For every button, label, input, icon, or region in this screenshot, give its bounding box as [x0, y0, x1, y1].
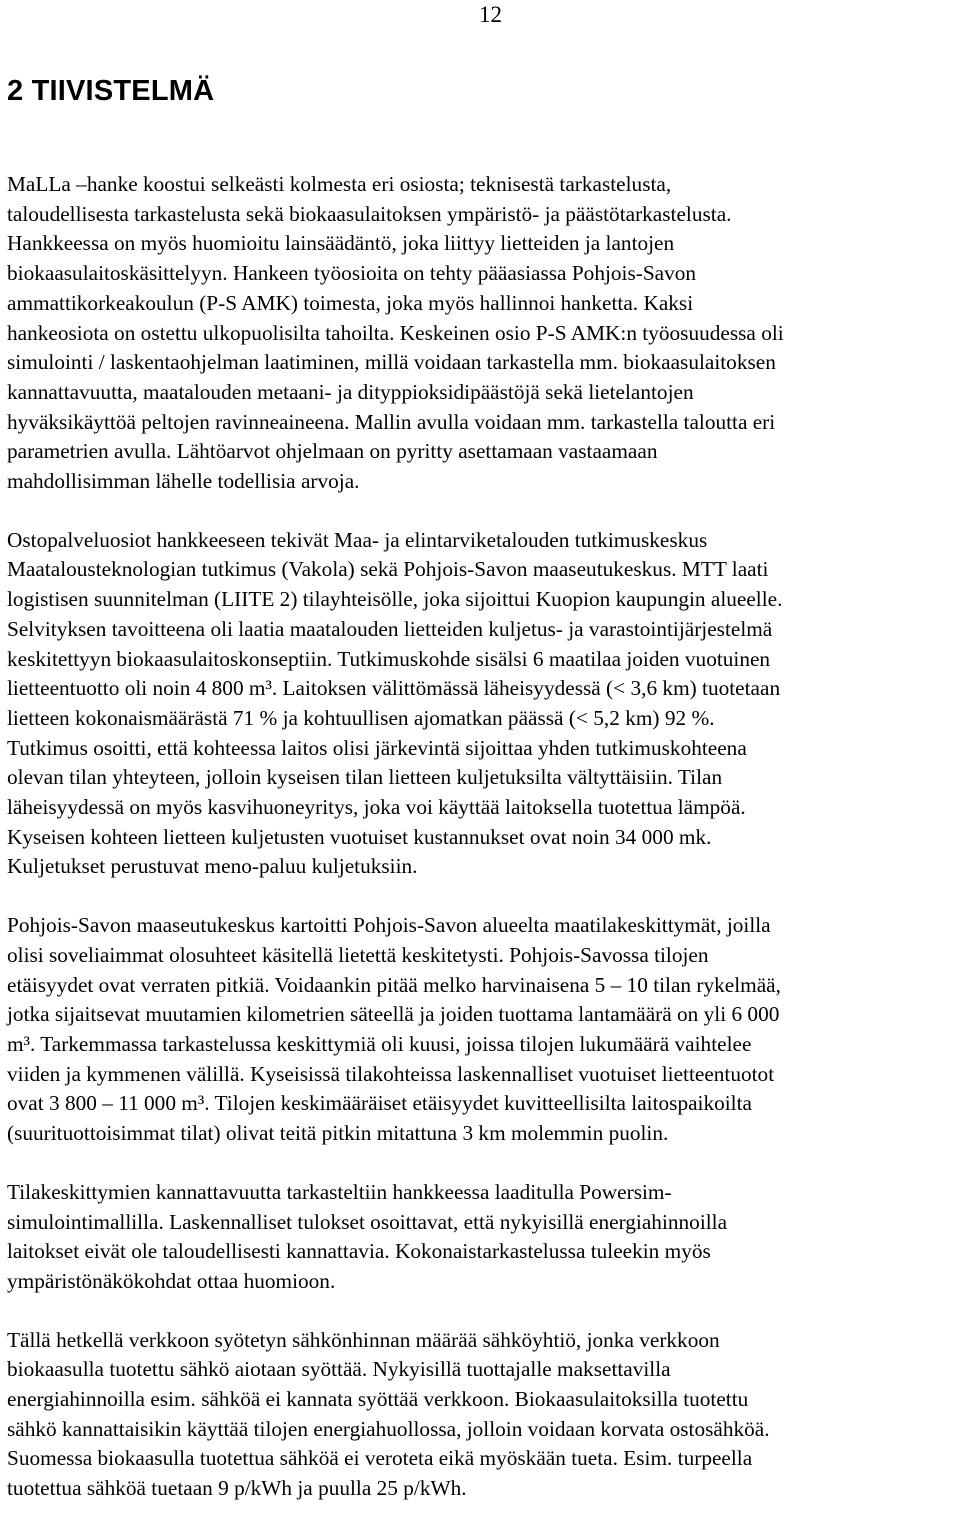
paragraph-outsourced-parts [7, 526, 952, 882]
text-line: Tilakeskittymien kannattavuutta tarkasteltiin hankkeessa laaditulla Powersim- [7, 1179, 672, 1204]
text-line: Suomessa biokaasulla tuotettua sähköä ei veroteta eikä myöskään tueta. Esim. turpeella [7, 1446, 753, 1471]
text-line: lietteentuotto oli noin 4 800 m³. Laitoksen välittömässä läheisyydessä (< 3,6 km) tuotetaan [7, 676, 781, 701]
text-line: laitokset eivät ole taloudellisesti kannattavia. Kokonaistarkastelussa tuleekin myös [7, 1239, 711, 1264]
text-line: kannattavuutta, maatalouden metaani- ja dityppioksidipäästöjä sekä lietelantojen [7, 379, 694, 404]
text-line: keskitettyyn biokaasulaitoskonseptiin. Tutkimuskohde sisälsi 6 maatilaa joiden vuotuinen [7, 646, 771, 671]
text-line: energiahinnoilla esim. sähköä ei kannata syöttää verkkoon. Biokaasulaitoksilla tuotettu [7, 1387, 749, 1412]
text-line: tuotettua sähköä tuetaan 9 p/kWh ja puulla 25 p/kWh. [7, 1476, 467, 1501]
section-heading: 2 TIIVISTELMÄ [7, 75, 215, 107]
text-line: jotka sijaitsevat muutamien kilometrien säteellä ja joiden tuottama lantamäärä on yli 6 000 [7, 1002, 780, 1027]
text-line: hankeosiota on ostettu ulkopuolisilta tahoilta. Keskeinen osio P-S AMK:n työosuudessa oli [7, 320, 784, 345]
text-line: Maatalousteknologian tutkimus (Vakola) sekä Pohjois-Savon maaseutukeskus. MTT laati [7, 557, 769, 582]
paragraph-electricity-pricing [7, 1326, 952, 1504]
text-line: m³. Tarkemmassa tarkastelussa keskittymiä oli kuusi, joissa tilojen lukumäärä vaihtelee [7, 1031, 752, 1056]
text-line: parametrien avulla. Lähtöarvot ohjelmaan on pyritty asettamaan vastaamaan [7, 439, 658, 464]
text-line: MaLLa –hanke koostui selkeästi kolmesta eri osiosta; teknisestä tarkastelusta, [7, 172, 672, 196]
text-line: läheisyydessä on myös kasvihuoneyritys, joka voi käyttää laitoksella tuotettua lämpöä. [7, 795, 746, 820]
text-line: Kyseisen kohteen lietteen kuljetusten vuotuiset kustannukset ovat noin 34 000 mk. [7, 824, 712, 849]
text-line: Kuljetukset perustuvat meno-paluu kuljetuksiin. [7, 854, 418, 879]
text-line: olisi soveliaimmat olosuhteet käsitellä lietettä keskitetysti. Pohjois-Savossa tilojen [7, 942, 709, 967]
text-line: Selvityksen tavoitteena oli laatia maatalouden lietteiden kuljetus- ja varastointijärjestelmä [7, 616, 773, 641]
paragraph-project-overview [7, 170, 952, 497]
text-line: sähkö kannattaisikin käyttää tilojen energiahuollossa, jolloin voidaan korvata ostosähköä. [7, 1416, 770, 1441]
text-line: Tällä hetkellä verkkoon syötetyn sähkönhinnan määrää sähköyhtiö, jonka verkkoon [7, 1327, 720, 1352]
text-line: Pohjois-Savon maaseutukeskus kartoitti Pohjois-Savon alueelta maatilakeskittymät, joilla [7, 913, 771, 938]
text-line: etäisyydet ovat verraten pitkiä. Voidaankin pitää melko harvinaisena 5 – 10 tilan rykelmää, [7, 972, 781, 997]
text-line: taloudellisesta tarkastelusta sekä biokaasulaitoksen ympäristö- ja päästötarkastelusta. [7, 201, 732, 226]
text-line: mahdollisimman lähelle todellisia arvoja. [7, 469, 360, 494]
text-line: olevan tilan yhteyteen, jolloin kyseisen tilan lietteen kuljetuksilta vältyttäisiin. Tilan [7, 765, 723, 790]
page-number: 12 [479, 2, 502, 27]
text-line: Ostopalveluosiot hankkeeseen tekivät Maa- ja elintarviketalouden tutkimuskeskus [7, 527, 708, 552]
text-line: ympäristönäkökohdat ottaa huomioon. [7, 1268, 336, 1293]
text-line: viiden ja kymmenen välillä. Kyseisissä tilakohteissa laskennalliset vuotuiset lietteentuotot [7, 1061, 775, 1086]
text-line: ovat 3 800 – 11 000 m³. Tilojen keskimääräiset etäisyydet kuvitteellisilta laitospaikoilta [7, 1091, 752, 1116]
body-text [7, 170, 952, 1533]
paragraph-profitability [7, 1178, 952, 1297]
text-line: lietteen kokonaismäärästä 71 % ja kohtuullisen ajomatkan päässä (< 5,2 km) 92 %. [7, 705, 715, 730]
text-line: ammattikorkeakoulun (P-S AMK) toimesta, joka myös hallinnoi hanketta. Kaksi [7, 290, 694, 315]
text-line: biokaasulaitoskäsittelyyn. Hankeen työosioita on tehty pääasiassa Pohjois-Savon [7, 261, 697, 286]
text-line: logistisen suunnitelman (LIITE 2) tilayhteisölle, joka sijoittui Kuopion kaupungin alueelle. [7, 587, 783, 612]
text-line: Hankkeessa on myös huomioitu lainsäädäntö, joka liittyy lietteiden ja lantojen [7, 231, 675, 256]
text-line: simulointimallilla. Laskennalliset tulokset osoittavat, että nykyisillä energiahinnoilla [7, 1209, 728, 1234]
text-line: simulointi / laskentaohjelman laatiminen, millä voidaan tarkastella mm. biokaasulaitoksen [7, 350, 776, 375]
text-line: hyväksikäyttöä peltojen ravinneaineena. Mallin avulla voidaan mm. tarkastella taloutta eri [7, 409, 776, 434]
text-line: (suurituottoisimmat tilat) olivat teitä pitkin mitattuna 3 km molemmin puolin. [7, 1121, 669, 1146]
text-line: biokaasulla tuotettu sähkö aiotaan syöttää. Nykyisillä tuottajalle maksettavilla [7, 1357, 671, 1382]
paragraph-farm-clusters [7, 911, 952, 1149]
text-line: Tutkimus osoitti, että kohteessa laitos olisi järkevintä sijoittaa yhden tutkimuskohteena [7, 735, 747, 760]
